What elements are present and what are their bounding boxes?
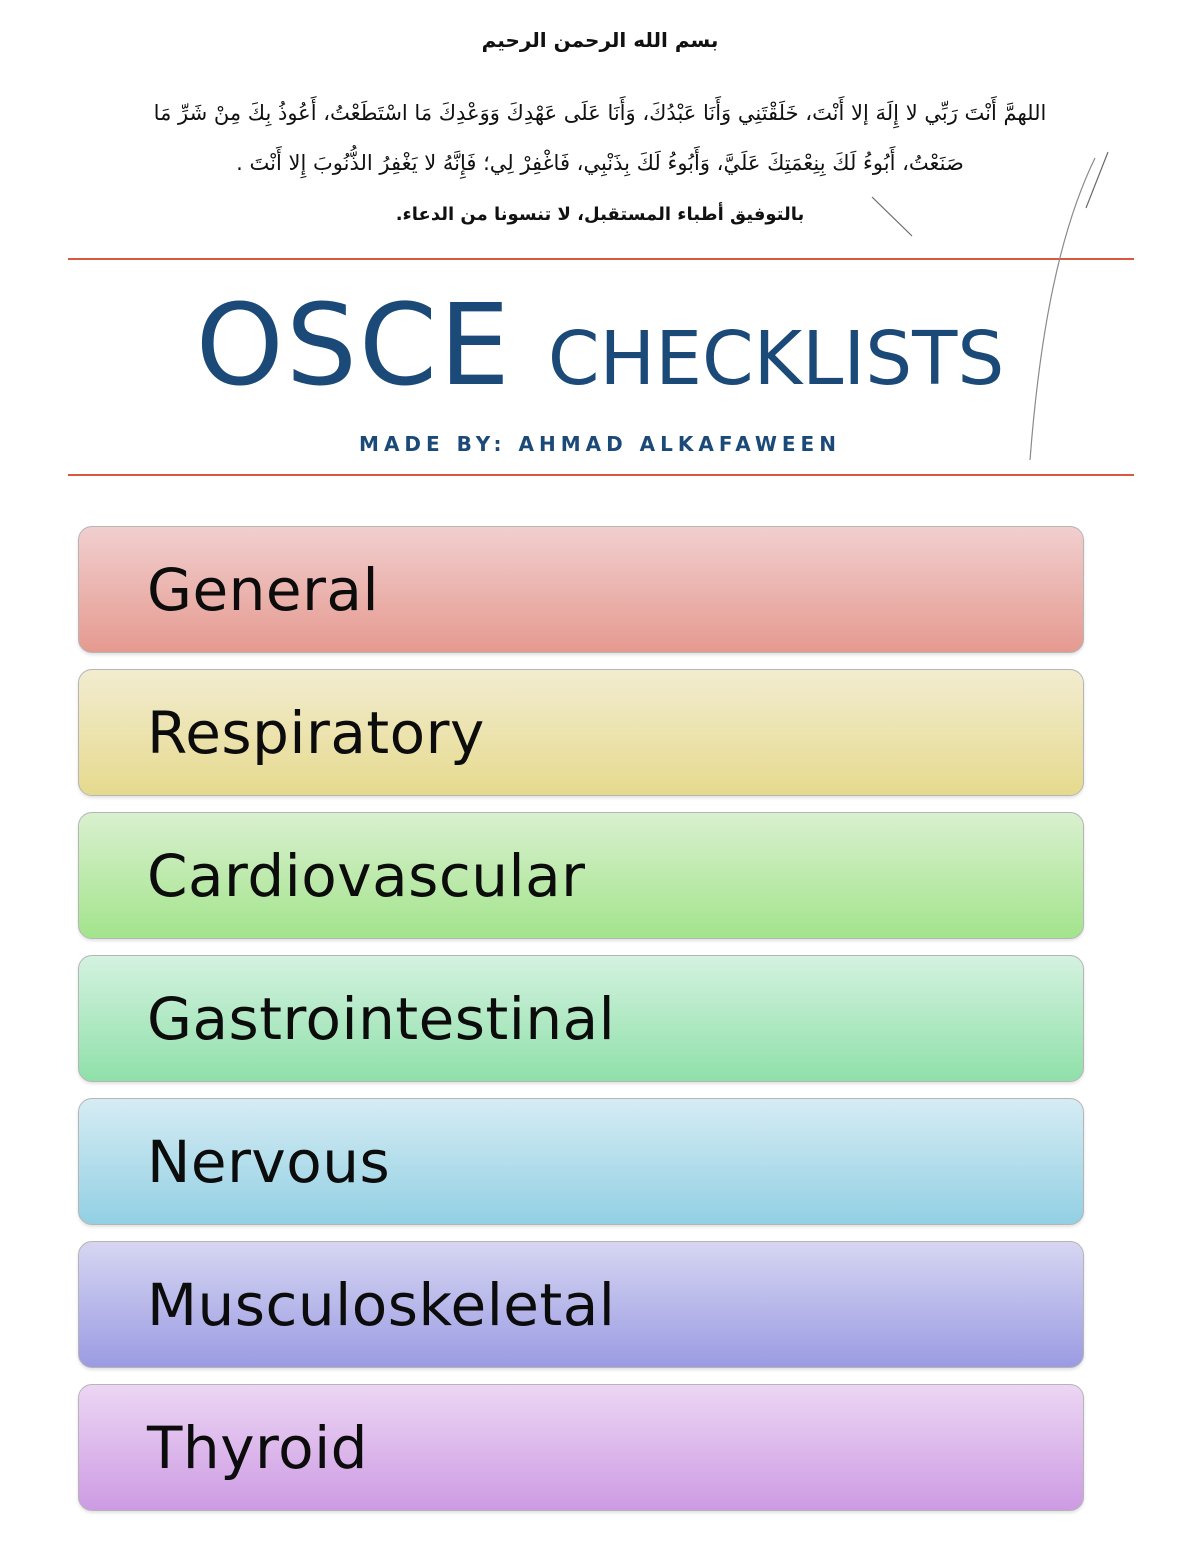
menu-item-label: General — [147, 555, 380, 624]
title-main: OSCE — [195, 281, 512, 411]
menu-item-respiratory[interactable] — [78, 669, 1084, 796]
basmala-text: بسم الله الرحمن الرحيم — [481, 28, 719, 52]
menu-item-label: Musculoskeletal — [147, 1270, 616, 1339]
dua-line-2: صَنَعْتُ، أَبُوءُ لَكَ بِنِعْمَتِكَ عَلَيَّ، وَأَبُوءُ لَكَ بِذَنْبِي، فَاغْفِرْ لِي؛ فَإِنَّهُ لا يَغْفِرُ الذُّنُوبَ إِلا أَنْتَ . — [236, 151, 964, 175]
menu-item-cardiovascular[interactable] — [78, 812, 1084, 939]
menu-item-gastrointestinal[interactable] — [78, 955, 1084, 1082]
author-byline: MADE BY: AHMAD ALKAFAWEEN — [359, 432, 841, 456]
tagline-text: بالتوفيق أطباء المستقبل، لا تنسونا من الدعاء. — [395, 204, 805, 225]
menu-item-thyroid[interactable] — [78, 1384, 1084, 1511]
title-sub: CHECKLISTS — [547, 316, 1005, 402]
menu-item-label: Cardiovascular — [147, 841, 586, 910]
menu-item-label: Respiratory — [147, 698, 485, 767]
menu-item-general[interactable] — [78, 526, 1084, 653]
menu-item-label: Gastrointestinal — [147, 984, 616, 1053]
menu-item-musculoskeletal[interactable] — [78, 1241, 1084, 1368]
dua-line-1: اللهمَّ أَنْتَ رَبِّي لا إِلَهَ إلا أَنْتَ، خَلَقْتَنِي وَأَنَا عَبْدُكَ، وَأَنَا عَلَى عَهْدِكَ وَوَعْدِكَ مَا اسْتَطَعْتُ، أَعُوذُ بِكَ مِنْ شَرِّ مَا — [153, 101, 1047, 125]
menu-item-label: Nervous — [147, 1127, 391, 1196]
checklist-menu — [78, 526, 1084, 1527]
menu-item-nervous[interactable] — [78, 1098, 1084, 1225]
menu-item-label: Thyroid — [147, 1413, 368, 1482]
decorative-strokes — [0, 0, 1200, 520]
